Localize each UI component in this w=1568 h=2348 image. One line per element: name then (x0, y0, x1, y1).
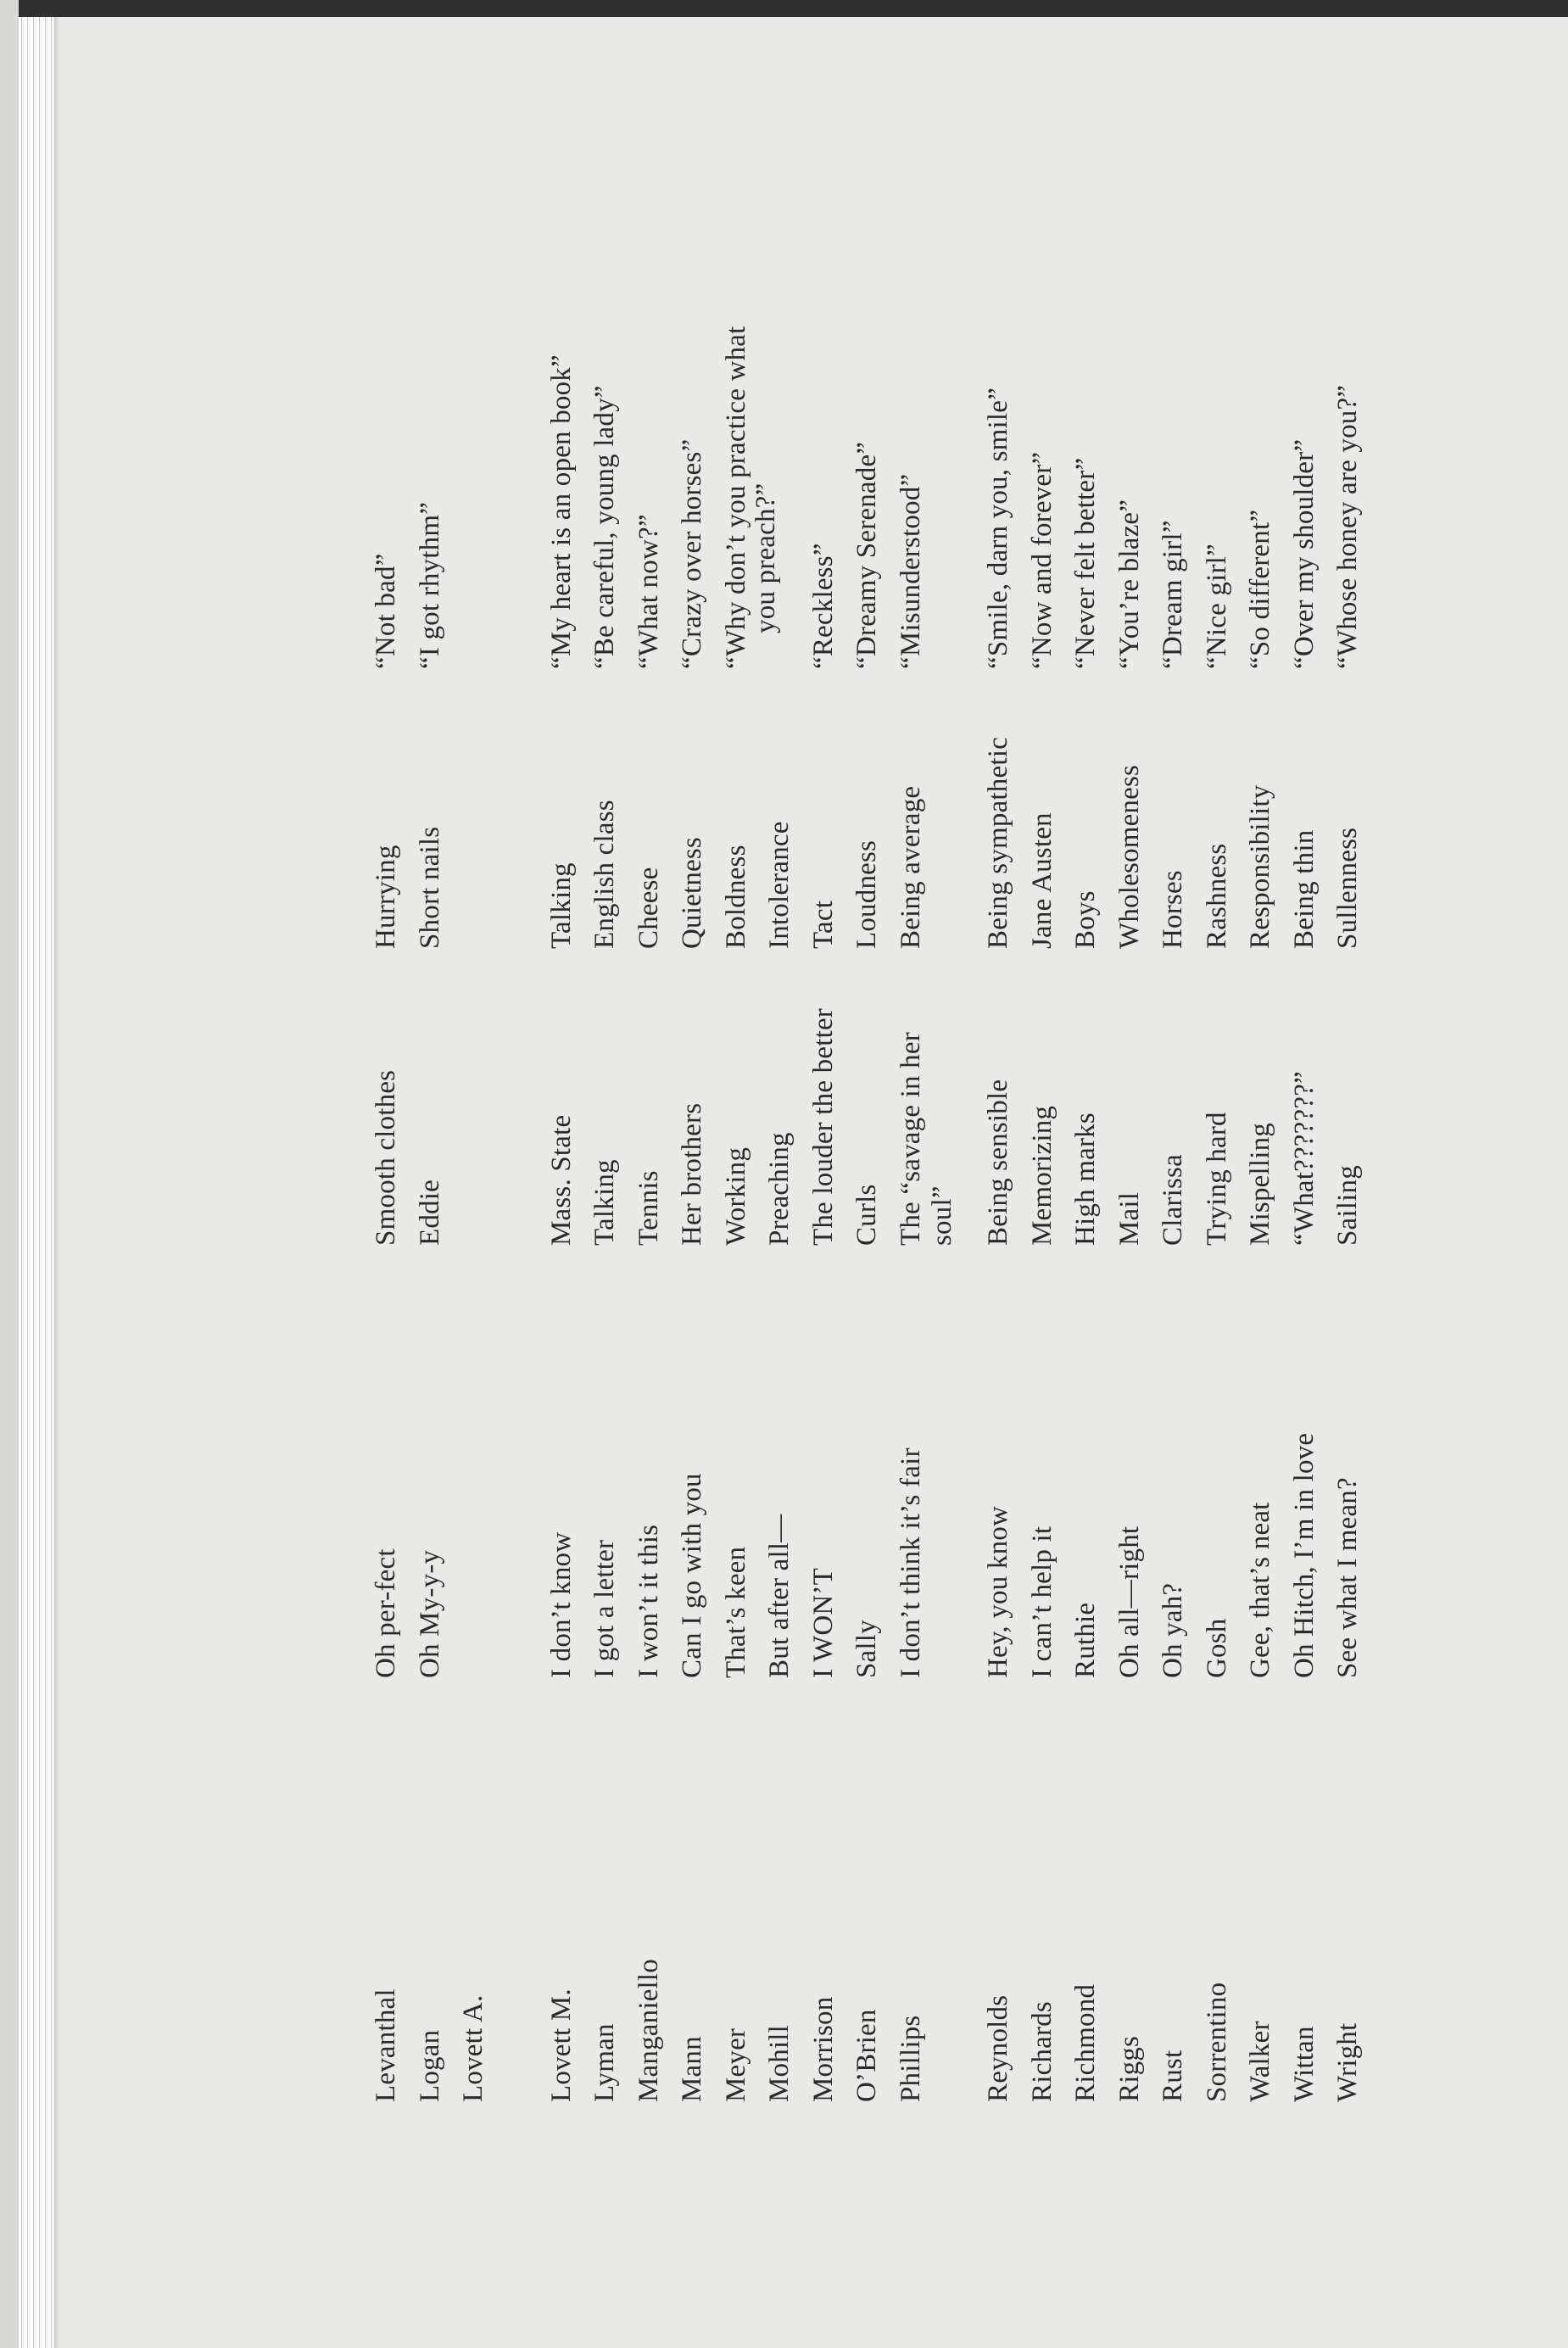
pet-hate: Being average (895, 785, 926, 949)
weakness: Smooth clothes (371, 1069, 401, 1246)
weakness: High marks (1070, 1113, 1101, 1246)
student-name: Richmond (1070, 1983, 1101, 2102)
weakness: Sailing (1332, 1165, 1363, 1246)
table-row (1108, 186, 1152, 2102)
student-name: Lyman (589, 2023, 620, 2102)
favorite-saying: Oh yah? (1158, 1582, 1188, 1678)
weakness: Mass. State (545, 1114, 577, 1246)
weakness: Tennis (633, 1170, 664, 1246)
theme-song: “Never felt better” (1070, 457, 1101, 669)
weakness: Trying hard (1201, 1112, 1232, 1246)
student-name: Richards (1026, 2001, 1057, 2102)
table-row (1283, 186, 1327, 2102)
favorite-saying: Gosh (1201, 1618, 1232, 1678)
favorite-saying: Can I go with you (677, 1473, 707, 1678)
favorite-saying: Gee, that’s neat (1245, 1502, 1275, 1678)
weakness: Preaching (764, 1132, 795, 1246)
favorite-saying: I don’t know (545, 1531, 577, 1678)
favorite-saying: I won’t it this (633, 1524, 664, 1678)
theme-song: “Now and forever” (1026, 451, 1057, 669)
table-row (540, 186, 584, 2102)
theme-song: “Crazy over horses” (677, 438, 707, 669)
favorite-saying: Oh per-fect (371, 1548, 401, 1678)
favorite-saying: Oh Hitch, I’m in love (1288, 1432, 1320, 1678)
pet-hate: Horses (1158, 870, 1188, 949)
pet-hate: Wholesomeness (1113, 764, 1145, 949)
pet-hate: Tact (807, 900, 839, 949)
theme-song: “Nice girl” (1201, 544, 1232, 669)
student-name: Riggs (1113, 2035, 1145, 2102)
favorite-saying: Oh My-y-y (414, 1549, 445, 1678)
favorite-saying: Sally (851, 1620, 882, 1678)
weakness: “What???????” (1288, 1071, 1320, 1246)
theme-song: “Not bad” (371, 553, 401, 669)
favorite-saying: But after all— (764, 1514, 795, 1678)
favorite-saying: See what I mean? (1332, 1477, 1363, 1678)
student-name: Sorrentino (1201, 1982, 1232, 2102)
theme-song: “Reckless” (807, 543, 839, 669)
theme-song-continuation: you preach?” (750, 482, 781, 633)
pet-hate: Hurrying (371, 845, 401, 949)
theme-song: “Misunderstood” (895, 473, 926, 669)
weakness: Mail (1113, 1191, 1145, 1246)
theme-song: “You’re blaze” (1113, 499, 1145, 669)
favorite-saying: Ruthie (1070, 1602, 1101, 1678)
weakness: Her brothers (677, 1102, 707, 1246)
pet-hate: Intolerance (764, 821, 795, 949)
student-name: Mohill (764, 2024, 795, 2102)
class-directory-table (365, 186, 1370, 2102)
pet-hate: Short nails (414, 826, 445, 949)
table-row (1021, 186, 1065, 2102)
pet-hate: Boys (1070, 890, 1101, 949)
table-row (845, 186, 890, 2102)
pet-hate: Responsibility (1245, 784, 1275, 949)
table-row (628, 186, 672, 2102)
theme-song: “What now?” (633, 514, 664, 669)
table-row (1326, 186, 1370, 2102)
student-name: Reynolds (983, 1994, 1013, 2102)
table-row (1196, 186, 1240, 2102)
favorite-saying: I don’t think it’s fair (895, 1447, 926, 1678)
student-name: Manganiello (633, 1959, 664, 2102)
student-name: Morrison (807, 1996, 839, 2102)
table-row (365, 186, 409, 2102)
student-name: Mann (677, 2036, 707, 2102)
weakness-continuation: soul” (926, 1185, 957, 1246)
table-row (977, 186, 1021, 2102)
pet-hate: Quietness (677, 837, 707, 949)
favorite-saying: Oh all—right (1113, 1525, 1145, 1678)
pet-hate: Loudness (851, 839, 882, 949)
favorite-saying: That’s keen (720, 1546, 751, 1678)
student-name: Logan (414, 2029, 445, 2102)
theme-song: “I got rhythm” (414, 501, 445, 669)
theme-song: “Dream girl” (1158, 520, 1188, 669)
table-row (583, 186, 628, 2102)
pet-hate: Jane Austen (1026, 812, 1057, 949)
student-name: Levanthal (371, 1988, 401, 2102)
theme-song: “Dreamy Serenade” (851, 441, 882, 669)
favorite-saying: I can’t help it (1026, 1525, 1057, 1678)
weakness: Eddie (414, 1180, 445, 1246)
theme-song: “Smile, darn you, smile” (983, 388, 1013, 669)
table-row (409, 186, 453, 2102)
table-row (1064, 186, 1108, 2102)
pet-hate: Rashness (1201, 843, 1232, 949)
table-row (802, 186, 846, 2102)
table-row (1239, 186, 1283, 2102)
table-row (671, 186, 715, 2102)
theme-song: “So different” (1245, 509, 1275, 669)
student-name: Wright (1332, 2022, 1363, 2102)
theme-song: “My heart is an open book” (545, 354, 577, 669)
student-name: Rust (1158, 2050, 1188, 2102)
table-row (890, 186, 957, 2102)
theme-song: “Be careful, young lady” (589, 385, 620, 669)
weakness: Clarissa (1158, 1154, 1188, 1246)
weakness: Being sensible (983, 1079, 1013, 1246)
theme-song: “Why don’t you practice what you preach?” (720, 326, 781, 669)
student-name: Wittan (1288, 2026, 1320, 2102)
weakness: Memorizing (1026, 1105, 1057, 1246)
pet-hate: Cheese (633, 867, 664, 949)
pet-hate: English class (589, 800, 620, 949)
favorite-saying: Hey, you know (983, 1505, 1013, 1678)
table-row (758, 186, 802, 2102)
weakness: Talking (589, 1159, 620, 1246)
student-name: Walker (1245, 2021, 1275, 2102)
pet-hate: Being sympathetic (983, 737, 1013, 949)
weakness: The “savage in her soul” (895, 1032, 957, 1246)
student-name: Meyer (720, 2027, 751, 2102)
student-name: O’Brien (851, 2009, 882, 2102)
pet-hate: Boldness (720, 845, 751, 949)
student-name: Phillips (895, 2015, 926, 2102)
pet-hate: Sullenness (1332, 827, 1363, 949)
weakness: Working (720, 1146, 751, 1246)
pet-hate: Talking (545, 862, 577, 949)
student-name: Lovett A. (458, 1994, 488, 2102)
favorite-saying: I WON’T (807, 1567, 839, 1678)
weakness: The louder the better (807, 1008, 839, 1246)
table-row (452, 186, 496, 2102)
table-row (1152, 186, 1196, 2102)
student-name: Lovett M. (545, 1988, 577, 2102)
theme-song: “Over my shoulder” (1288, 438, 1320, 669)
favorite-saying: I got a letter (589, 1539, 620, 1678)
pet-hate: Being thin (1288, 829, 1320, 949)
theme-song: “Whose honey are you?” (1332, 384, 1363, 669)
weakness: Curls (851, 1184, 882, 1246)
weakness: Mispelling (1245, 1122, 1275, 1246)
